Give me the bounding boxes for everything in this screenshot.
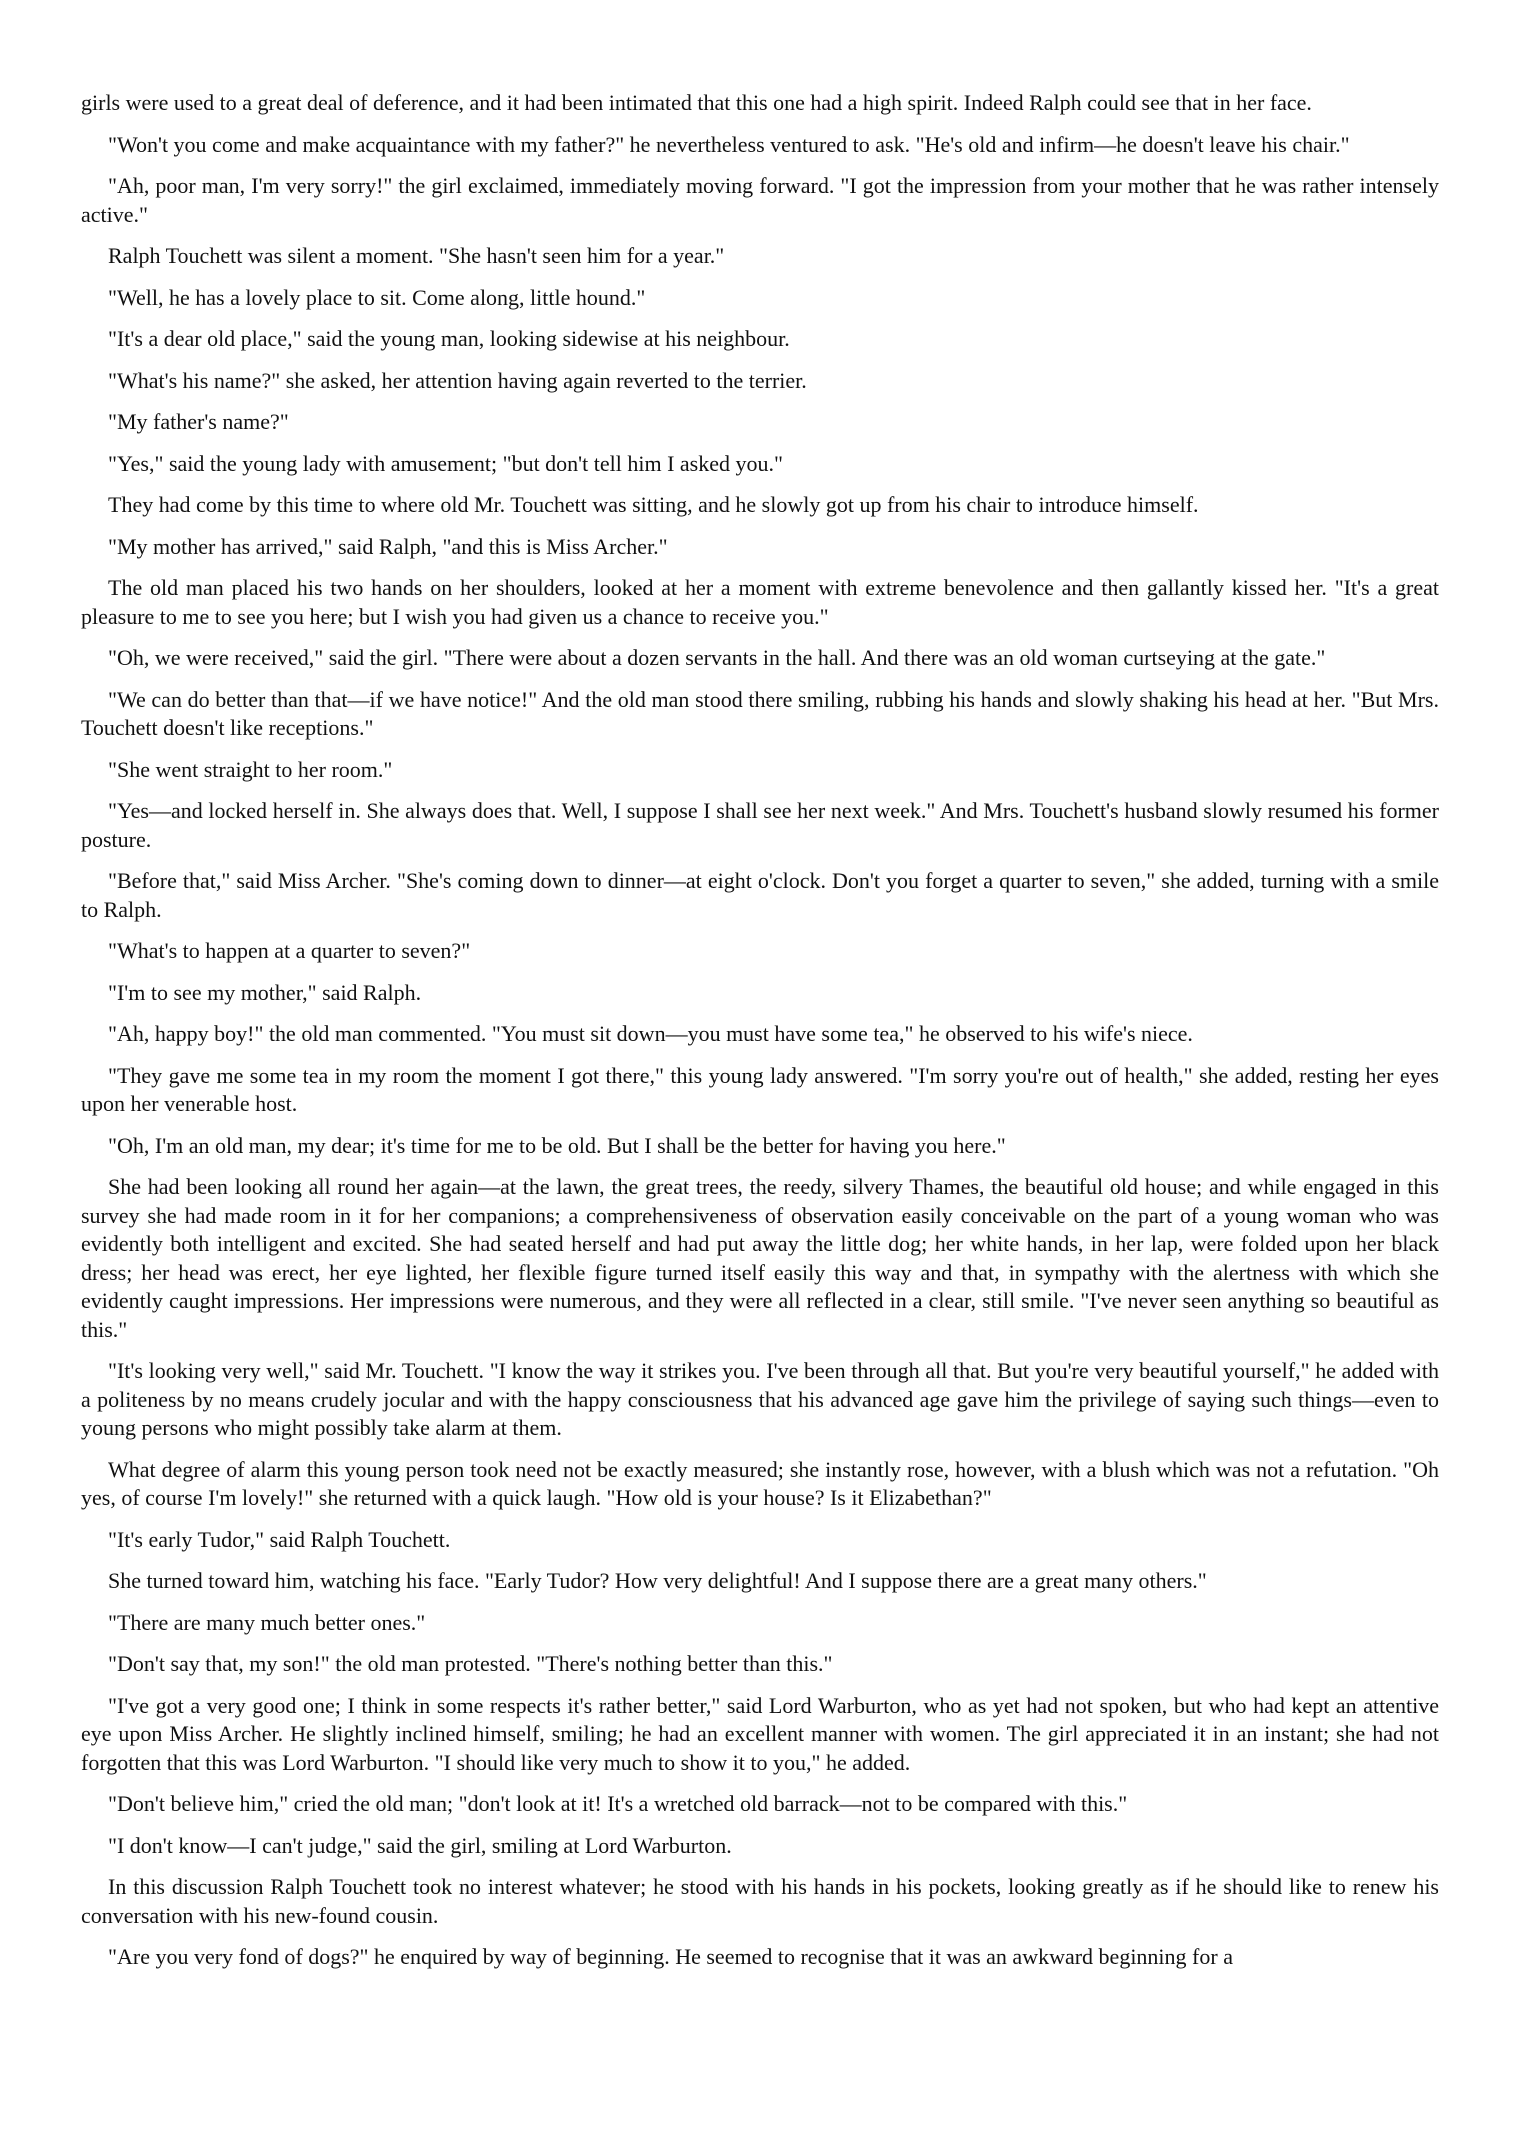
- paragraph-32: "I don't know—I can't judge," said the girl, smiling at Lord Warburton.: [108, 1832, 732, 1858]
- paragraph-22: "Oh, I'm an old man, my dear; it's time for me to be old. But I shall be the better for having you here.": [108, 1132, 1006, 1158]
- paragraph-19: "I'm to see my mother," said Ralph.: [108, 979, 422, 1005]
- paragraph-16: "Yes—and locked herself in. She always does that. Well, I suppose I shall see her next week." And Mrs. Touchett's husband slowly resumed his former posture.: [81, 798, 1439, 852]
- paragraph-24: "It's looking very well," said Mr. Touchett. "I know the way it strikes you. I've been through all that. But you're very beautiful yourself," he added with a politeness by no means crudely jocular and with the happy consciousness that his advanced age gave him the privilege of saying such things—even to young persons who might possibly take alarm at them.: [81, 1358, 1439, 1440]
- paragraph-23: She had been looking all round her again—at the lawn, the great trees, the reedy, silvery Thames, the beautiful old house; and while engaged in this survey she had made room in it for her companions; a comprehensiveness of observation easily conceivable on the part of a young woman who was evidently both intelligent and excited. She had seated herself and had put away the little dog; her white hands, in her lap, were folded upon her black dress; her head was erect, her eye lighted, her flexible figure turned itself easily this way and that, in sympathy with the alertness with which she evidently caught impressions. Her impressions were numerous, and they were all reflected in a clear, still smile. "I've never seen anything so beautiful as this.": [81, 1174, 1439, 1342]
- paragraph-12: The old man placed his two hands on her shoulders, looked at her a moment with extreme benevolence and then gallantly kissed her. "It's a great pleasure to me to see you here; but I wish you had given us a chance to receive you.": [81, 575, 1439, 629]
- paragraph-27: She turned toward him, watching his face. "Early Tudor? How very delightful! And I suppose there are a great many others.": [108, 1568, 1207, 1593]
- paragraph-29: "Don't say that, my son!" the old man protested. "There's nothing better than this.": [108, 1651, 833, 1676]
- paragraph-4: Ralph Touchett was silent a moment. "She hasn't seen him for a year.": [108, 243, 725, 268]
- paragraph-30: "I've got a very good one; I think in some respects it's rather better," said Lord Warburton, who as yet had not spoken, but who had kept an attentive eye upon Miss Archer. He slightly inclined himself, smiling; he had an excellent manner with women. The girl appreciated it in an instant; she had not forgotten that this was Lord Warburton. "I should like very much to show it to you," he added.: [81, 1692, 1439, 1775]
- paragraph-26: "It's early Tudor," said Ralph Touchett.: [108, 1526, 451, 1552]
- paragraph-8: "My father's name?": [108, 409, 289, 434]
- document-page: [81, 89, 1439, 1985]
- paragraph-34: "Are you very fond of dogs?" he enquired by way of beginning. He seemed to recognise that it was an awkward beginning for a: [108, 1944, 1233, 1969]
- paragraph-20: "Ah, happy boy!" the old man commented. "You must sit down—you must have some tea," he observed to his wife's niece.: [108, 1021, 1193, 1046]
- paragraph-13: "Oh, we were received," said the girl. "There were about a dozen servants in the hall. And there was an old woman curtseying at the gate.": [108, 645, 1326, 670]
- paragraph-1: girls were used to a great deal of deference, and it had been intimated that this one had a high spirit. Indeed Ralph could see that in her face.: [81, 90, 1312, 115]
- paragraph-18: "What's to happen at a quarter to seven?": [108, 938, 471, 963]
- paragraph-2: "Won't you come and make acquaintance with my father?" he nevertheless ventured to ask. "He's old and infirm—he doesn't leave his chair.": [108, 131, 1350, 157]
- paragraph-21: "They gave me some tea in my room the moment I got there," this young lady answered. "I'm sorry you're out of health," she added, resting her eyes upon her venerable host.: [81, 1062, 1439, 1116]
- paragraph-31: "Don't believe him," cried the old man; "don't look at it! It's a wretched old barrack—not to be compared with this.": [108, 1791, 1128, 1816]
- paragraph-11: "My mother has arrived," said Ralph, "and this is Miss Archer.": [108, 533, 668, 559]
- paragraph-9: "Yes," said the young lady with amusement; "but don't tell him I asked you.": [108, 450, 783, 476]
- paragraph-25: What degree of alarm this young person took need not be exactly measured; she instantly rose, however, with a blush which was not a refutation. "Oh yes, of course I'm lovely!" she returned with a quick laugh. "How old is your house? Is it Elizabethan?": [81, 1456, 1439, 1510]
- paragraph-6: "It's a dear old place," said the young man, looking sidewise at his neighbour.: [108, 326, 790, 351]
- paragraph-15: "She went straight to her room.": [108, 756, 393, 782]
- paragraph-33: In this discussion Ralph Touchett took no interest whatever; he stood with his hands in his pockets, looking greatly as if he should like to renew his conversation with his new-found cousin.: [81, 1874, 1439, 1928]
- paragraph-7: "What's his name?" she asked, her attention having again reverted to the terrier.: [108, 367, 807, 393]
- paragraph-3: "Ah, poor man, I'm very sorry!" the girl exclaimed, immediately moving forward. "I got the impression from your mother that he was rather intensely active.": [81, 173, 1439, 227]
- paragraph-14: "We can do better than that—if we have notice!" And the old man stood there smiling, rubbing his hands and slowly shaking his head at her. "But Mrs. Touchett doesn't like receptions.": [81, 686, 1439, 740]
- paragraph-5: "Well, he has a lovely place to sit. Come along, little hound.": [108, 284, 646, 310]
- paragraph-28: "There are many much better ones.": [108, 1609, 426, 1635]
- paragraph-17: "Before that," said Miss Archer. "She's coming down to dinner—at eight o'clock. Don't you forget a quarter to seven," she added, turning with a smile to Ralph.: [81, 868, 1439, 922]
- paragraph-10: They had come by this time to where old Mr. Touchett was sitting, and he slowly got up from his chair to introduce himself.: [108, 492, 1199, 517]
